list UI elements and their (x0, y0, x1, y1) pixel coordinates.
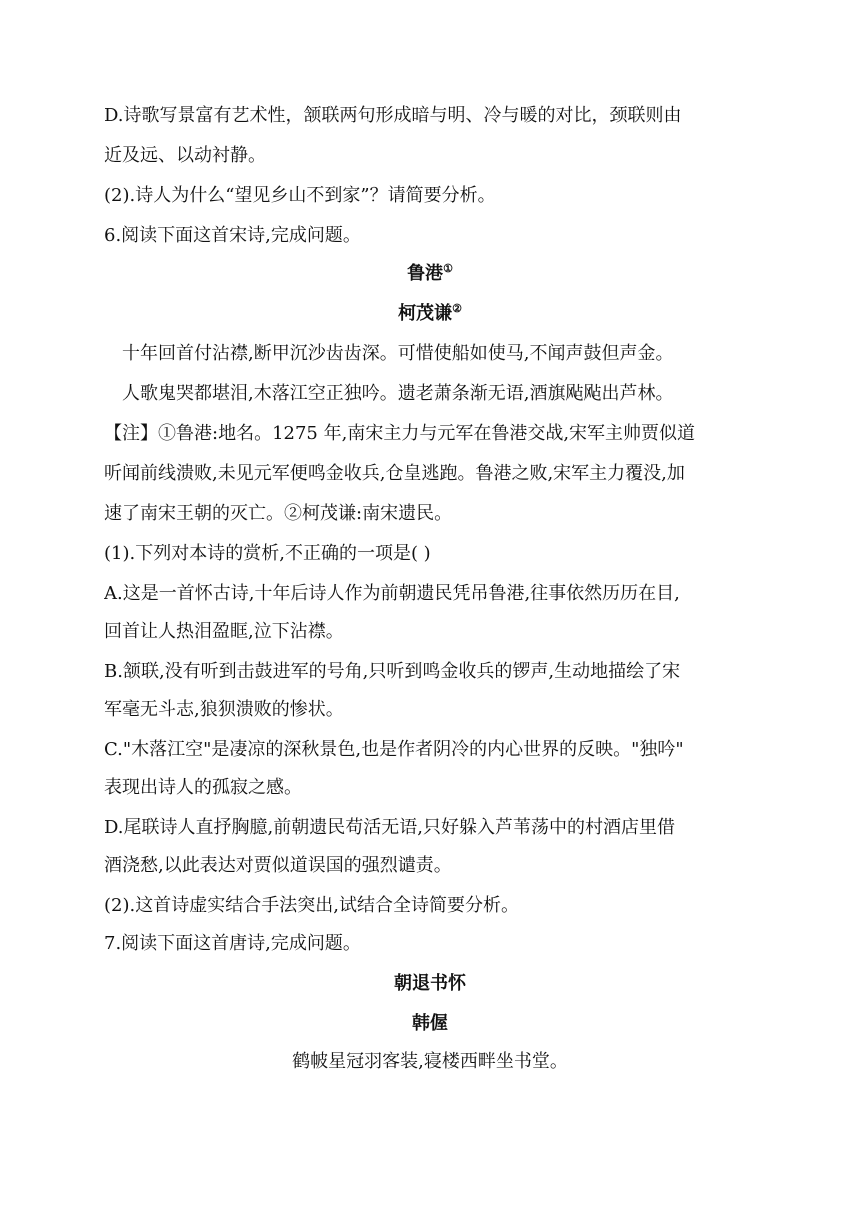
option-a-line-1: A.这是一首怀古诗,十年后诗人作为前朝遗民凭吊鲁港,往事依然历历在目, (104, 583, 680, 604)
poem-line-2: 人歌鬼哭都堪泪,木落江空正独吟。遗老萧条渐无语,酒旗飐飐出芦林。 (122, 383, 674, 404)
option-b-line-2: 军毫无斗志,狼狈溃败的惨状。 (104, 699, 344, 720)
poem2-title: 朝退书怀 (394, 973, 466, 994)
option-d-line-2: 近及远、以动衬静。 (104, 145, 266, 166)
option-a-line-2: 回首让人热泪盈眶,泣下沾襟。 (104, 621, 344, 642)
poem-line-1: 十年回首付沾襟,断甲沉沙齿齿深。可惜使船如使马,不闻声鼓但声金。 (122, 343, 674, 364)
poem-title-footnote-mark: ① (443, 262, 453, 275)
poem-author-ke (0, 302, 860, 326)
option-c-line-2: 表现出诗人的孤寂之感。 (104, 777, 302, 798)
question-6-heading: 6.阅读下面这首宋诗,完成问题。 (104, 225, 361, 246)
poem2-line-1: 鹤帔星冠羽客装,寝楼西畔坐书堂。 (292, 1051, 568, 1072)
option-d-line-1: D.诗歌写景富有艺术性，颔联两句形成暗与明、冷与暖的对比，颈联则由 (104, 105, 682, 126)
poem2-author: 韩偓 (412, 1013, 448, 1034)
question-1: (1).下列对本诗的赏析,不正确的一项是( ) (104, 543, 431, 564)
question-7-heading: 7.阅读下面这首唐诗,完成问题。 (104, 933, 361, 954)
question-2-prev: (2).诗人为什么“望见乡山不到家”？请简要分析。 (104, 185, 496, 206)
poem-author-footnote-mark: ② (452, 302, 462, 315)
option-d2-line-2: 酒浇愁,以此表达对贾似道误国的强烈谴责。 (104, 855, 452, 876)
option-d2-line-1: D.尾联诗人直抒胸臆,前朝遗民苟活无语,只好躲入芦苇荡中的村酒店里借 (104, 817, 675, 838)
option-b-line-1: B.颔联,没有听到击鼓进军的号角,只听到鸣金收兵的锣声,生动地描绘了宋 (104, 661, 681, 682)
poem-title-lugang (0, 262, 860, 286)
poem-title-text: 鲁港 (407, 263, 444, 284)
question-2: (2).这首诗虚实结合手法突出,试结合全诗简要分析。 (104, 895, 519, 916)
option-c-line-1: C."木落江空"是凄凉的深秋景色,也是作者阴冷的内心世界的反映。"独吟" (104, 739, 684, 760)
note-line-2: 听闻前线溃败,未见元军便鸣金收兵,仓皇逃跑。鲁港之败,宋军主力覆没,加 (104, 463, 685, 484)
note-line-1: 【注】①鲁港:地名。1275 年,南宋主力与元军在鲁港交战,宋军主帅贾似道 (104, 423, 696, 444)
poem-author-text: 柯茂谦 (398, 303, 453, 324)
note-line-3: 速了南宋王朝的灭亡。②柯茂谦:南宋遗民。 (104, 503, 453, 524)
